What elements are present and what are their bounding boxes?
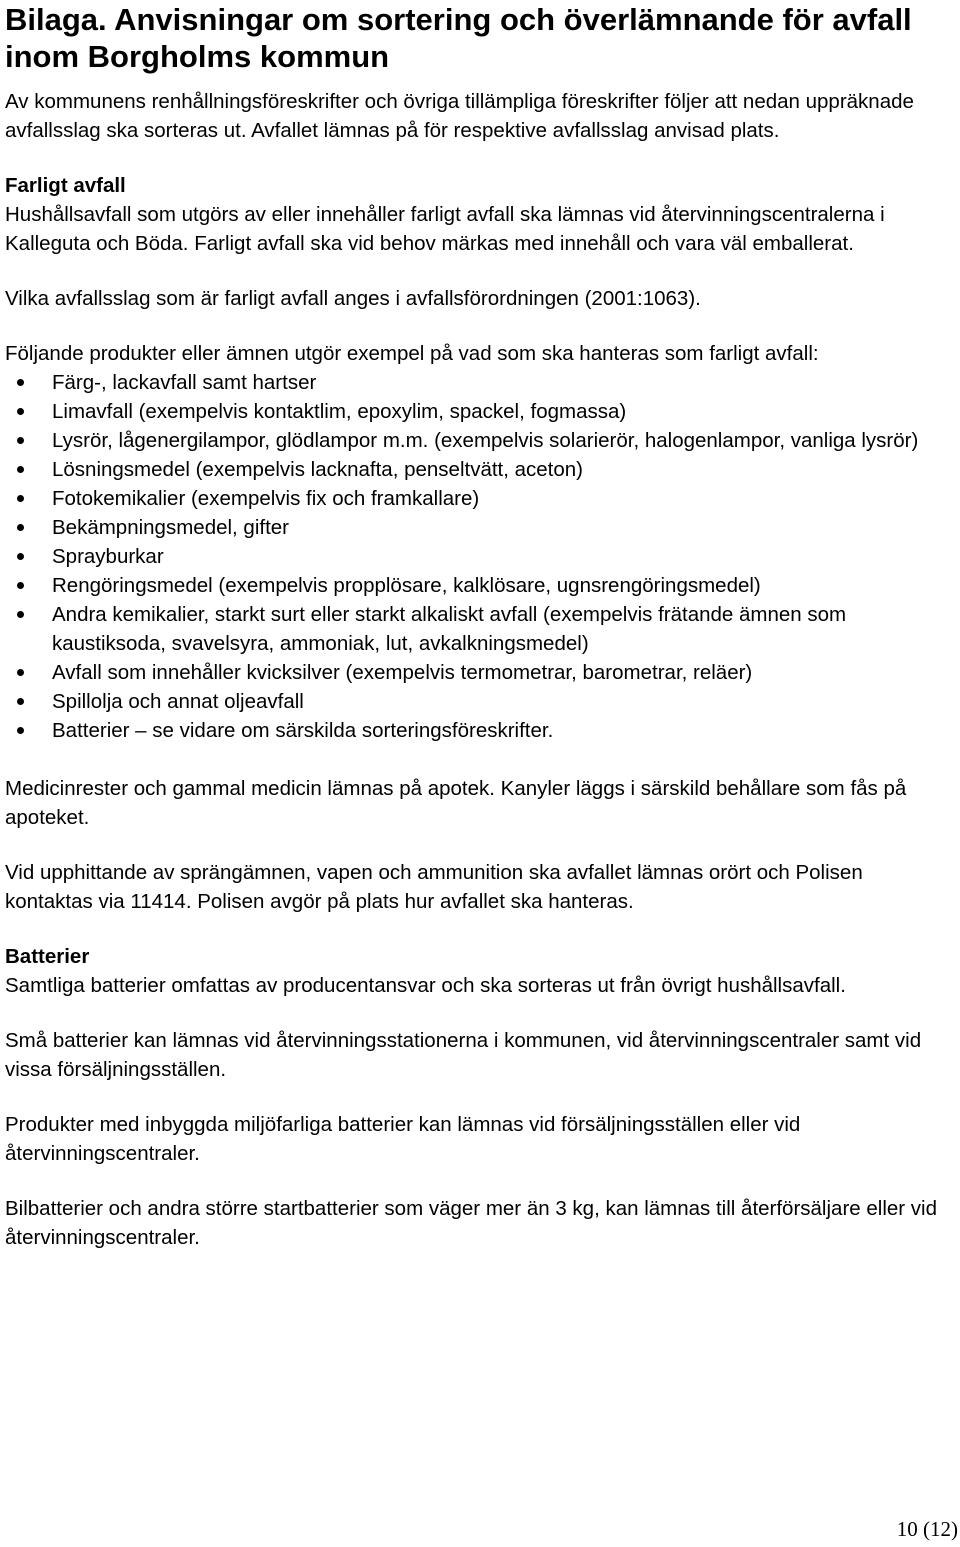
farligt-avfall-paragraph: Hushållsavfall som utgörs av eller innehåller farligt avfall ska lämnas vid återvinningscentralerna i Kalleguta och Böda. Farligt avfall ska vid behov märkas med innehåll och vara väl emballerat. bbox=[5, 203, 885, 255]
page-number: 10 (12) bbox=[896, 1517, 958, 1541]
list-item: Fotokemikalier (exempelvis fix och framkallare) bbox=[5, 484, 955, 513]
batterier-paragraph-3: Produkter med inbyggda miljöfarliga batterier kan lämnas vid försäljningsställen eller vid återvinningscentraler. bbox=[5, 1113, 801, 1165]
intro-paragraph: Av kommunens renhållningsföreskrifter och övriga tillämpliga föreskrifter följer att nedan uppräknade avfallsslag ska sorteras ut. Avfallet lämnas på för respektive avfallsslag anvisad plats. bbox=[5, 90, 914, 142]
bullet-icon bbox=[17, 727, 24, 734]
list-item: Lysrör, lågenergilampor, glödlampor m.m. (exempelvis solarierör, halogenlampor, vanliga lysrör) bbox=[5, 426, 955, 455]
list-item: Andra kemikalier, starkt surt eller starkt alkaliskt avfall (exempelvis frätande ämnen som kaustiksoda, svavelsyra, ammoniak, lut, avkalkningsmedel) bbox=[5, 600, 955, 658]
medicin-paragraph: Medicinrester och gammal medicin lämnas på apotek. Kanyler läggs i särskild behållare som fås på apoteket. bbox=[5, 777, 907, 829]
list-item: Limavfall (exempelvis kontaktlim, epoxylim, spackel, fogmassa) bbox=[5, 397, 955, 426]
batterier-paragraph-1: Samtliga batterier omfattas av producentansvar och ska sorteras ut från övrigt hushållsavfall. bbox=[5, 974, 846, 997]
list-intro-paragraph: Följande produkter eller ämnen utgör exempel på vad som ska hanteras som farligt avfall: bbox=[5, 342, 819, 365]
forordning-paragraph: Vilka avfallsslag som är farligt avfall anges i avfallsförordningen (2001:1063). bbox=[5, 287, 701, 310]
bullet-icon bbox=[17, 611, 24, 618]
bullet-icon bbox=[17, 466, 24, 473]
bullet-icon bbox=[17, 524, 24, 531]
list-item: Bekämpningsmedel, gifter bbox=[5, 513, 955, 542]
list-item: Sprayburkar bbox=[5, 542, 955, 571]
list-item: Rengöringsmedel (exempelvis propplösare, kalklösare, ugnsrengöringsmedel) bbox=[5, 571, 955, 600]
batterier-paragraph-4: Bilbatterier och andra större startbatterier som väger mer än 3 kg, kan lämnas till återförsäljare eller vid återvinningscentraler. bbox=[5, 1197, 938, 1249]
bullet-icon bbox=[17, 669, 24, 676]
batterier-paragraph-2: Små batterier kan lämnas vid återvinningsstationerna i kommunen, vid återvinningscentraler samt vid vissa försäljningsställen. bbox=[5, 1029, 922, 1081]
sprangamnen-paragraph: Vid upphittande av sprängämnen, vapen och ammunition ska avfallet lämnas orört och Polisen kontaktas via 11414. Polisen avgör på plats hur avfallet ska hanteras. bbox=[5, 861, 863, 913]
bullet-icon bbox=[17, 408, 24, 415]
bullet-icon bbox=[17, 437, 24, 444]
hazardous-items-list bbox=[5, 368, 955, 745]
bullet-icon bbox=[17, 379, 24, 386]
bullet-icon bbox=[17, 698, 24, 705]
bullet-icon bbox=[17, 553, 24, 560]
bullet-icon bbox=[17, 582, 24, 589]
list-item: Avfall som innehåller kvicksilver (exempelvis termometrar, barometrar, reläer) bbox=[5, 658, 955, 687]
list-item: Lösningsmedel (exempelvis lacknafta, penseltvätt, aceton) bbox=[5, 455, 955, 484]
list-item: Färg-, lackavfall samt hartser bbox=[5, 368, 955, 397]
list-item: Batterier – se vidare om särskilda sorteringsföreskrifter. bbox=[5, 716, 955, 745]
section-heading-batterier: Batterier bbox=[5, 945, 90, 968]
section-heading-farligt-avfall: Farligt avfall bbox=[5, 174, 126, 197]
document-page bbox=[5, 0, 955, 1252]
bullet-icon bbox=[17, 495, 24, 502]
list-item: Spillolja och annat oljeavfall bbox=[5, 687, 955, 716]
page-title: Bilaga. Anvisningar om sortering och överlämnande för avfall inom Borgholms kommun bbox=[5, 2, 912, 74]
